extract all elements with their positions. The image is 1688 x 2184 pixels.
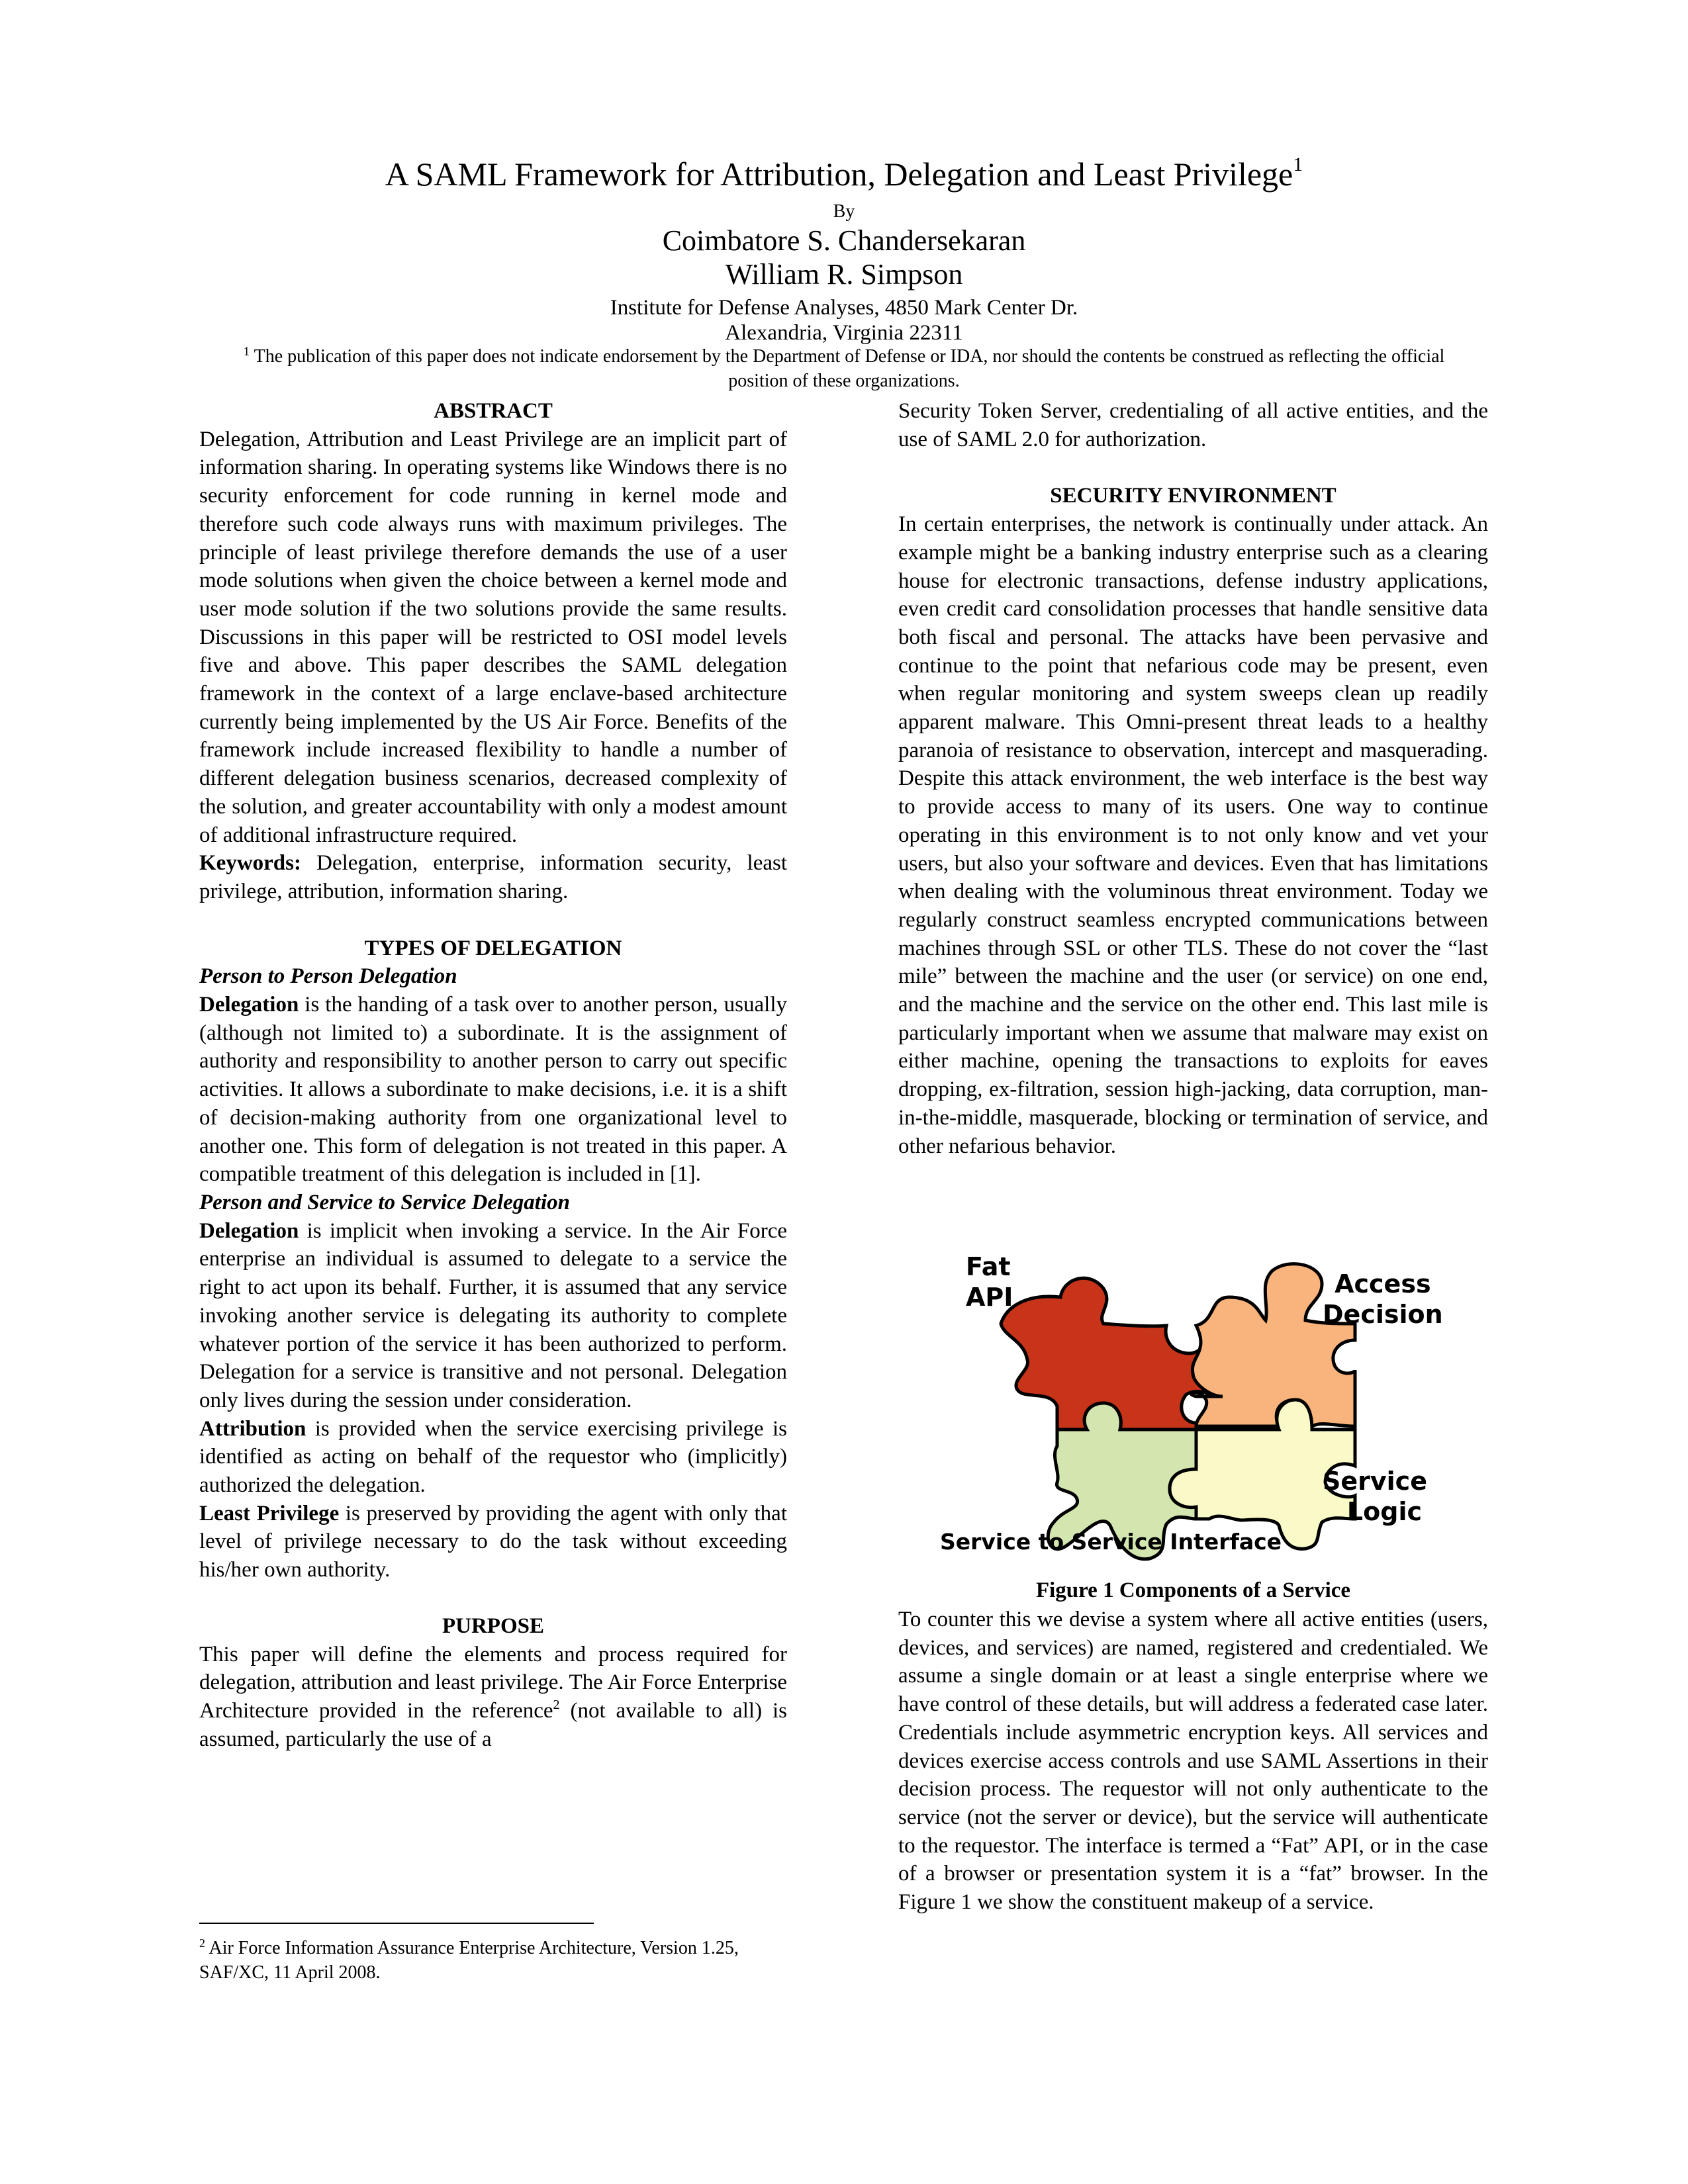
types-heading: TYPES OF DELEGATION <box>364 936 622 960</box>
footnote: $^2$ Air Force Information Assurance Enterprise Architecture, Version 1.25, SAF/XC, 11 April 2008. <box>199 1936 739 1983</box>
attribution-paragraph: Attribution is provided when the service exercising privilege is identified as acting on behalf of the requestor who (implicitly) authorized the delegation. <box>199 1416 787 1498</box>
security-environment-paragraph: In certain enterprises, the network is continually under attack. An example might be a banking industry enterprise such as a clearing house for electronic transactions, defense industry applications, even credit card consolidation processes that handle sensitive data both fiscal and personal. The attacks have been pervasive and continue to the point that nefarious code may be present, even when regular monitoring and system sweeps clean up readily apparent malware. This Omni-present threat leads to a healthy paranoia of resistance to observation, intercept and masquerading. Despite this attack environment, the web interface is the best way to provide access to many of its users. One way to continue operating in this environment is to not only know and vet your users, but also your software and devices. Even that has limitations when dealing with the voluminous threat environment. Today we regularly construct seamless encrypted communications between machines through SSL or other TLS. These do not cover the “last mile” between the machine and the user (or service) on one end, and the machine and the service on the other end. This last mile is particularly important when we assume that malware may exist on either machine, opening the transactions to exploits for eaves dropping, ex-filtration, session high-jacking, data corruption, man-in-the-middle, masquerade, blocking or termination of service, and other nefarious behavior. <box>898 512 1488 1158</box>
purpose-heading: PURPOSE <box>442 1614 544 1638</box>
figure-caption: Figure 1 Components of a Service <box>1035 1578 1351 1602</box>
byline: By <box>833 201 855 222</box>
p2s-subheading: Person and Service to Service Delegation <box>199 1190 571 1214</box>
reference-mark: 2 <box>553 1697 560 1712</box>
right-column-continued <box>898 1606 1488 1917</box>
disclaimer-note: $^1$ The publication of this paper does not indicate endorsement by the Department of Defense or IDA, nor should the contents be construed as reflecting the official position of these organizations. <box>243 345 1445 391</box>
continuation-paragraph: Security Token Server, credentialing of all active entities, and the use of SAML 2.0 for authorization. <box>898 399 1488 451</box>
left-column <box>199 397 787 1753</box>
abstract-text: Delegation, Attribution and Least Privilege are an implicit part of information sharing. In operating systems like Windows there is no security enforcement for code running in kernel mode and therefore such code always runs with maximum privileges. The principle of least privilege therefore demands the use of a user mode solutions when given the choice between a kernel mode and user mode solution if the two solutions provide the same results. Discussions in this paper will be restricted to OSI model levels five and above. This paper describes the SAML delegation framework in the context of a large enclave-based architecture currently being implemented by the US Air Force. Benefits of the framework include increased flexibility to handle a number of different delegation business scenarios, decreased complexity of the solution, and greater accountability with only a modest amount of additional infrastructure required. <box>199 427 787 847</box>
footnote-rule <box>199 1923 594 1924</box>
p2p-paragraph: Delegation is the handing of a task over to another person, usually (although not limited to) a subordinate. It is the assignment of authority and responsibility to another person to carry out specific activities. It allows a subordinate to make decisions, i.e. it is a shift of decision-making authority from one organizational level to another one. This form of delegation is not treated in this paper. A compatible treatment of this delegation is included in [1]. <box>199 993 787 1187</box>
p2p-subheading: Person to Person Delegation <box>199 964 457 989</box>
paper-title: A SAML Framework for Attribution, Delegation and Least Privilege$^1$ <box>385 154 1303 193</box>
abstract-heading: ABSTRACT <box>434 399 553 423</box>
label-fat-api: Fat API <box>966 1252 1013 1312</box>
footnote-mark: 2 <box>199 1936 205 1950</box>
purpose-paragraph: This paper will define the elements and process required for delegation, attribution and least privilege. The Air Force Enterprise Architecture provided in the reference$^2$ (not available to all) is assumed, particularly the use of a <box>199 1642 787 1751</box>
keywords: Keywords: Delegation, enterprise, information security, least privilege, attribution, information sharing. <box>199 851 787 903</box>
figure-components-of-service <box>898 1248 1488 1565</box>
author-name: Coimbatore S. Chandersekaran <box>662 224 1026 257</box>
title-footnote-mark: 1 <box>1293 154 1303 175</box>
p2s-paragraph: Delegation is implicit when invoking a service. In the Air Force enterprise an individual is assumed to delegate to a service the right to act upon its behalf. Further, it is assumed that any service invoking another service is delegating its authority to complete whatever portion of the service it has been authorized to perform. Delegation for a service is transitive and not personal. Delegation only lives during the session under consideration. <box>199 1218 787 1412</box>
disclaimer-note-mark: 1 <box>243 345 250 359</box>
label-service-interface: Service to Service Interface <box>940 1529 1282 1555</box>
after-figure-paragraph: To counter this we devise a system where all active entities (users, devices, and services) are named, registered and credentialed. We assume a single domain or at least a single enterprise where we have control of these details, but will address a federated case later. Credentials include asymmetric encryption keys. All services and devices exercise access controls and use SAML Assertions in their decision process. The requestor will not only authenticate to the service (not the server or device), but the service will authenticate to the requestor. The interface is termed a “Fat” API, or in the case of a browser or presentation system it is a “fat” browser. In the Figure 1 we show the constituent makeup of a service. <box>898 1608 1488 1915</box>
author-name: William R. Simpson <box>725 258 963 291</box>
label-access-decision: Access Decision <box>1323 1269 1443 1329</box>
keywords-label: Keywords: <box>199 851 301 876</box>
author-address: Alexandria, Virginia 22311 <box>725 321 963 345</box>
least-privilege-paragraph: Least Privilege is preserved by providing the agent with only that level of privilege necessary to do the task without exceeding his/her own authority. <box>199 1501 787 1582</box>
security-environment-heading: SECURITY ENVIRONMENT <box>1050 484 1336 508</box>
author-affiliation: Institute for Defense Analyses, 4850 Mark Center Dr. <box>610 296 1078 320</box>
right-column <box>898 397 1488 1160</box>
label-service-logic: Service Logic <box>1323 1467 1427 1526</box>
